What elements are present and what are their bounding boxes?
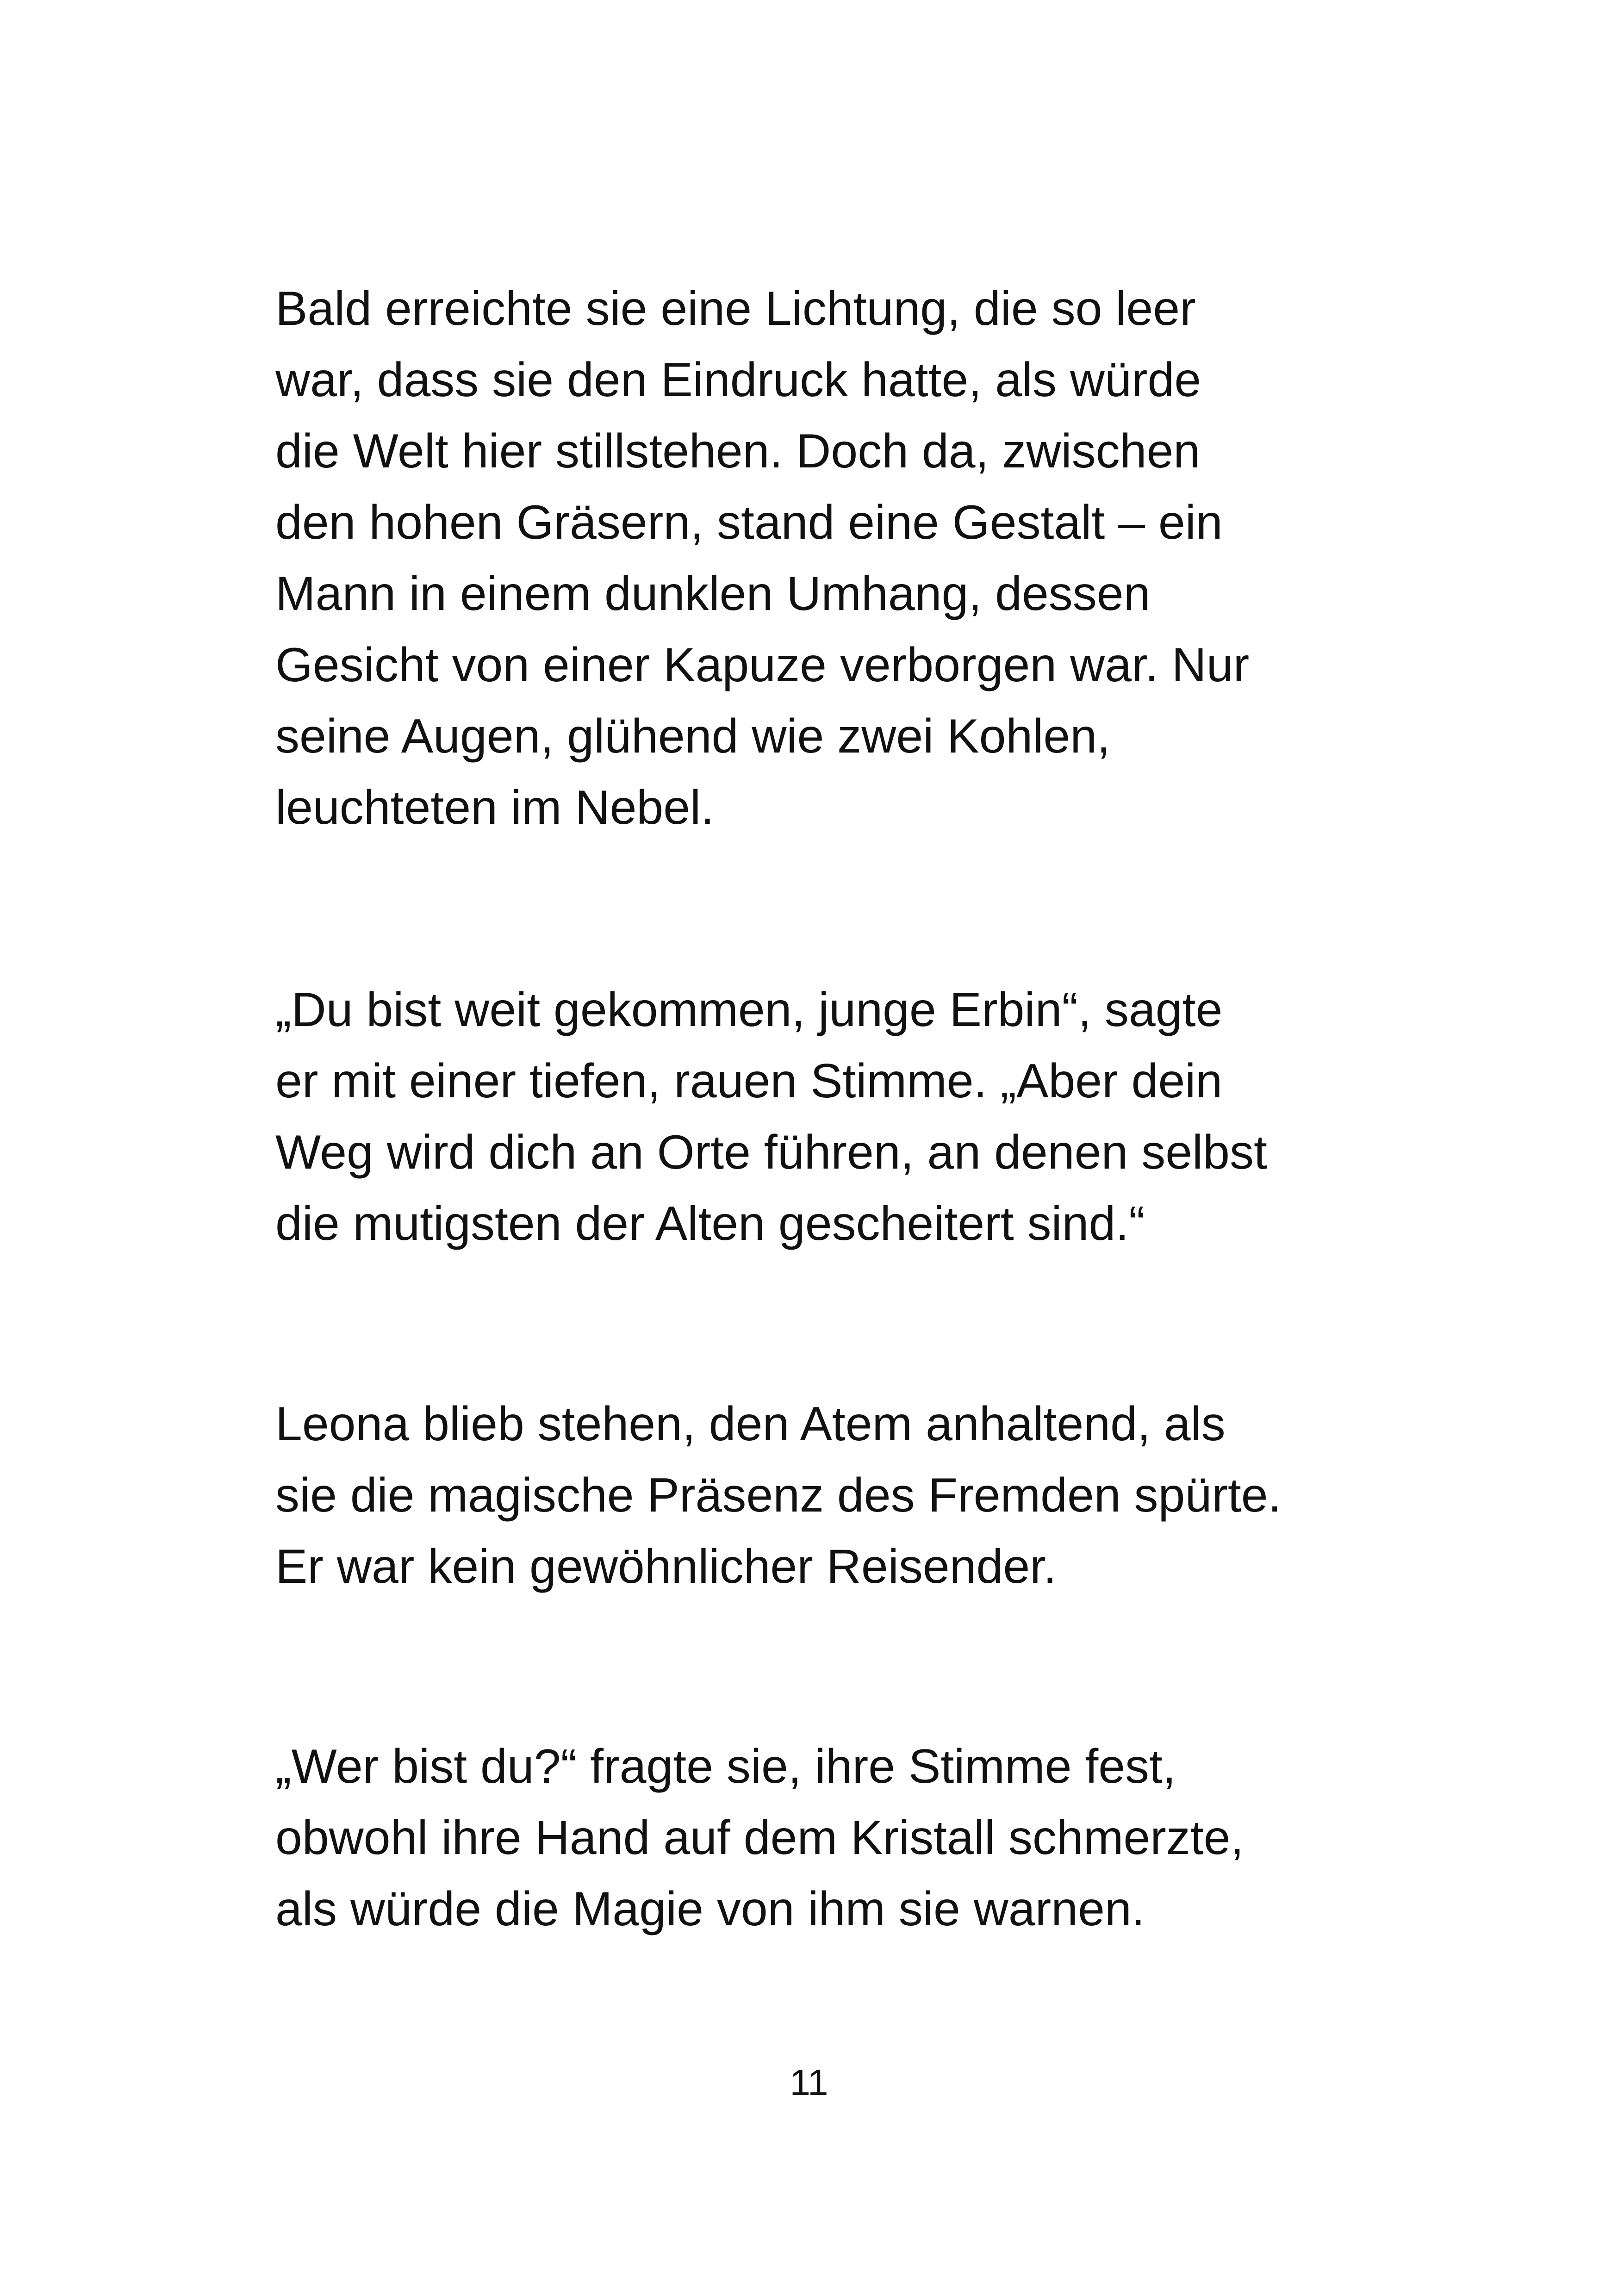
text-line: Bald erreichte sie eine Lichtung, die so leer — [275, 282, 1196, 336]
text-line: Er war kein gewöhnlicher Reisender. — [275, 1540, 1057, 1593]
text-line: „Du bist weit gekommen, junge Erbin“, sagte — [275, 983, 1223, 1037]
text-line: war, dass sie den Eindruck hatte, als würde — [275, 353, 1201, 407]
text-line: „Wer bist du?“ fragte sie, ihre Stimme fest, — [275, 1740, 1176, 1793]
text-line: Weg wird dich an Orte führen, an denen selbst — [275, 1126, 1267, 1179]
text-line: Gesicht von einer Kapuze verborgen war. Nur — [275, 638, 1250, 692]
paragraph — [275, 974, 1395, 1259]
text-line: Leona blieb stehen, den Atem anhaltend, als — [275, 1397, 1226, 1451]
paragraph — [275, 1388, 1395, 1602]
text-line: als würde die Magie von ihm sie warnen. — [275, 1882, 1145, 1936]
text-line: leuchteten im Nebel. — [275, 781, 715, 834]
text-line: obwohl ihre Hand auf dem Kristall schmerzte, — [275, 1811, 1244, 1865]
page-number: 11 — [790, 2062, 828, 2103]
paragraph — [275, 1731, 1395, 1945]
text-line: sie die magische Präsenz des Fremden spürte. — [275, 1468, 1282, 1522]
text-line: Mann in einem dunklen Umhang, dessen — [275, 567, 1151, 621]
text-line: seine Augen, glühend wie zwei Kohlen, — [275, 709, 1110, 763]
text-line: den hohen Gräsern, stand eine Gestalt – ein — [275, 496, 1223, 549]
text-line: die mutigsten der Alten gescheitert sind.“ — [275, 1197, 1145, 1251]
text-line: die Welt hier stillstehen. Doch da, zwischen — [275, 424, 1201, 478]
text-line: er mit einer tiefen, rauen Stimme. „Aber dein — [275, 1054, 1223, 1108]
paragraph — [275, 273, 1395, 843]
